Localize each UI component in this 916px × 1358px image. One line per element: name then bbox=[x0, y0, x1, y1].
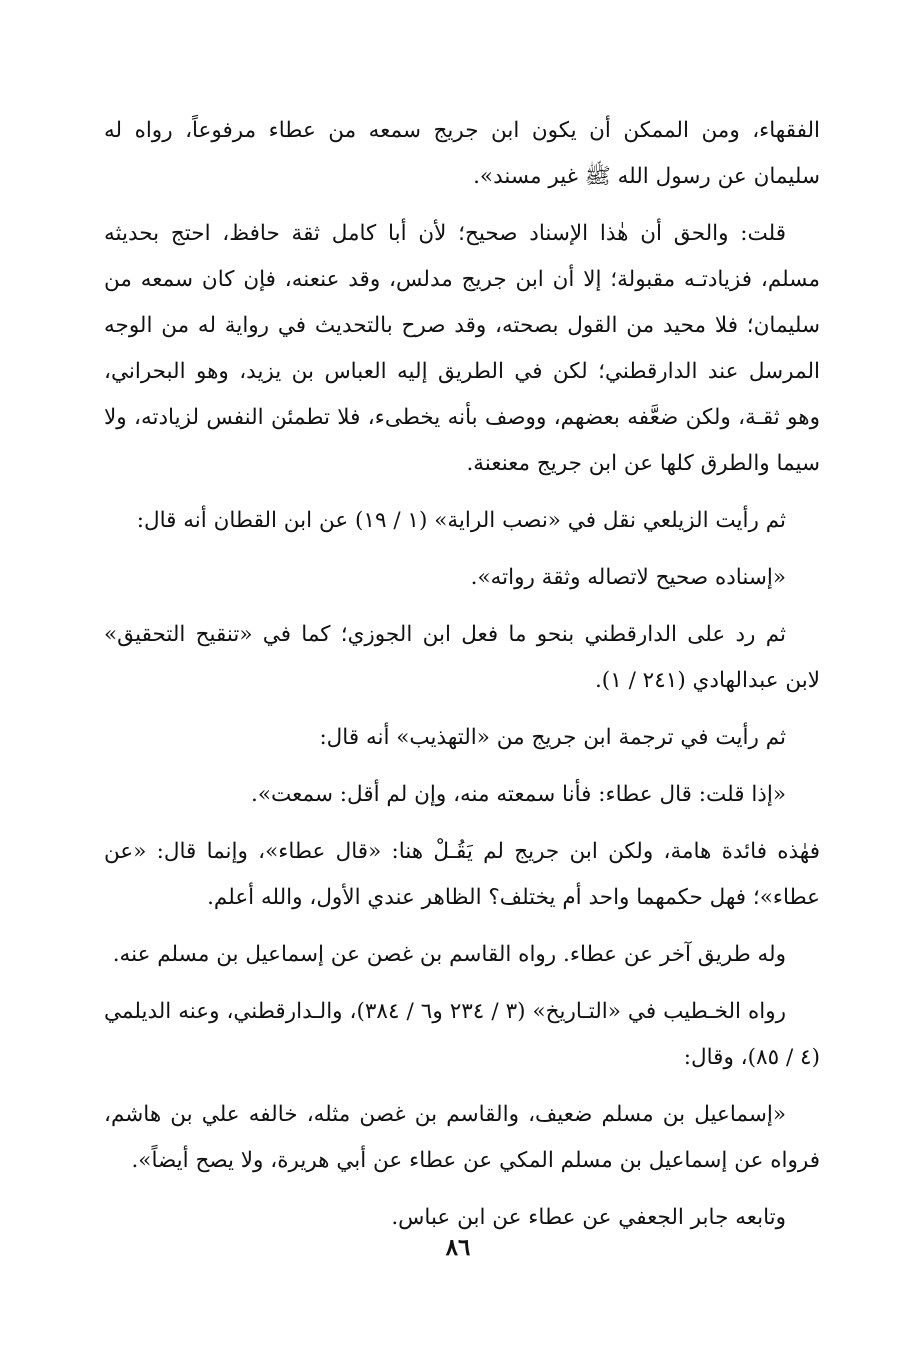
paragraph-radd: ثم رد على الدارقطني بنحو ما فعل ابن الجوزي؛ كما في «تنقيح التحقيق» لابن عبدالهادي (٢٤١ / ١). bbox=[104, 622, 820, 693]
paragraph-quote-ata: «إذا قلت: قال عطاء: فأنا سمعته منه، وإن لم أقل: سمعت». bbox=[251, 782, 786, 807]
paragraph-commentary: قلت: والحق أن هٰذا الإسناد صحيح؛ لأن أبا كامل ثقة حافظ، احتج بحديثه مسلم، فزيادتـه مقبولة؛ إلا أن ابن جريج مدلس، وقد عنعنه، فإن كان سمعه من سليمان؛ فلا محيد من القول بصحته، وقد صرح بالتحديث في رواية له من الوجه المرسل عند الدارقطني؛ لكن في الطريق إليه العباس بن يزيد، وهو البحراني، وهو ثقـة، ولكن ضعَّفه بعضهم، ووصف بأنه يخطىء، فلا تطمئن النفس لزيادته، ولا سيما والطرق كلها عن ابن جريج معنعنة. bbox=[104, 221, 820, 476]
page-number: ٨٦ bbox=[445, 1234, 471, 1261]
paragraph-zaylai: ثم رأيت الزيلعي نقل في «نصب الراية» (١ / ١٩) عن ابن القطان أنه قال: bbox=[136, 508, 786, 533]
paragraph-quote-isnad: «إسناده صحيح لاتصاله وثقة رواته». bbox=[470, 565, 786, 590]
paragraph-tahdhib: ثم رأيت في ترجمة ابن جريج من «التهذيب» أنه قال: bbox=[319, 725, 786, 750]
paragraph-khatib: رواه الخـطيب في «التـاريخ» (٣ / ٢٣٤ و٦ / ٣٨٤)، والـدارقطني، وعنه الديلمي (٤ / ٨٥)، وقال: bbox=[104, 999, 820, 1070]
paragraph-quote-ismail: «إسماعيل بن مسلم ضعيف، والقاسم بن غصن مثله، خالفه علي بن هاشم، فرواه عن إسماعيل بن مسلم المكي عن عطاء عن أبي هريرة، ولا يصح أيضاً». bbox=[104, 1102, 820, 1173]
paragraph-jabir: وتابعه جابر الجعفي عن عطاء عن ابن عباس. bbox=[391, 1205, 786, 1230]
paragraph-continuation: الفقهاء، ومن الممكن أن يكون ابن جريج سمعه من عطاء مرفوعاً، رواه له سليمان عن رسول الله ﷺ غير مسند». bbox=[104, 118, 820, 189]
paragraph-faida: فهٰذه فائدة هامة، ولكن ابن جريج لم يَقُـلْ هنا: «قال عطاء»، وإنما قال: «عن عطاء»؛ فهل حكمهما واحد أم يختلف؟ الظاهر عندي الأول، والله أعلم. bbox=[104, 839, 820, 910]
paragraph-another-route: وله طريق آخر عن عطاء. رواه القاسم بن غصن عن إسماعيل بن مسلم عنه. bbox=[112, 942, 786, 967]
